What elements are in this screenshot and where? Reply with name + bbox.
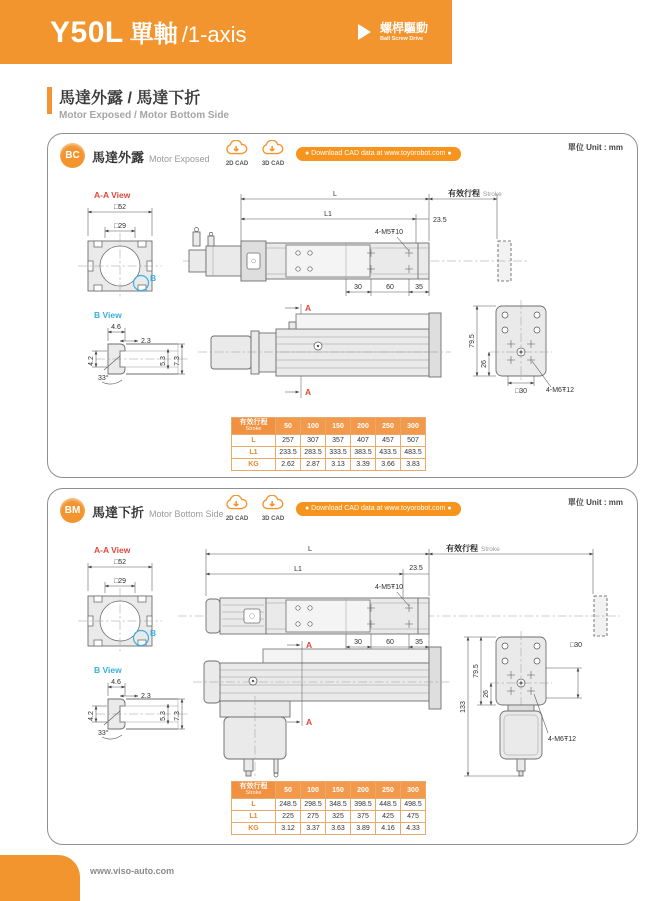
spec-value: 4.16 <box>376 823 401 835</box>
spec-value: 398.5 <box>351 799 376 811</box>
dim-sq52: □52 <box>113 204 127 211</box>
dim-sq29: □29 <box>113 578 127 585</box>
dim-7-3: 7.3 <box>174 711 181 721</box>
dim-2-3: 2.3 <box>141 693 151 700</box>
spec-row-L1 <box>232 811 426 823</box>
cad-2d-label: 2D CAD <box>225 161 249 167</box>
spec-row-L <box>232 799 426 811</box>
row-label: L <box>232 435 276 447</box>
stroke-col-header: 50 <box>276 782 301 799</box>
dim-4-2: 4.2 <box>88 711 95 721</box>
aa-view-label: A-A View <box>94 545 131 555</box>
stroke-dim-label: 有效行程 Stroke <box>448 189 502 198</box>
b-view-label: B View <box>94 665 122 675</box>
dim-60: 60 <box>386 639 394 646</box>
bm-spec-table <box>231 781 426 835</box>
spec-value: 3.89 <box>351 823 376 835</box>
spec-value: 275 <box>301 811 326 823</box>
spec-value: 383.5 <box>351 447 376 459</box>
stroke-col-header: 150 <box>326 782 351 799</box>
dim-133: 133 <box>460 701 467 713</box>
stroke-col-header: 200 <box>351 418 376 435</box>
cad-2d-download[interactable] <box>220 495 254 522</box>
dim-4-2: 4.2 <box>88 356 95 366</box>
section-title: 馬達外露 / 馬達下折 <box>59 90 201 107</box>
spec-row-KG <box>232 823 426 835</box>
dim-35: 35 <box>415 639 423 646</box>
drive-type-en: Ball Screw Drive <box>379 35 424 42</box>
dim-30: 30 <box>354 284 362 291</box>
bm-drawing <box>48 541 639 781</box>
detail-b-label: B <box>150 273 157 283</box>
cad-3d-label: 3D CAD <box>261 516 285 522</box>
stroke-header: 有效行程 Stroke <box>232 418 276 435</box>
spec-value: 333.5 <box>326 447 351 459</box>
model-name: Y50L <box>50 16 124 49</box>
dim-L: L <box>333 191 337 198</box>
spec-value: 425 <box>376 811 401 823</box>
cad-2d-download[interactable] <box>220 140 254 167</box>
dim-L1: L1 <box>294 566 302 573</box>
play-triangle-icon <box>358 24 371 40</box>
b-view-label: B View <box>94 310 122 320</box>
row-label: KG <box>232 459 276 471</box>
thread-callout-m5: 4-M5Ŧ10 <box>374 584 404 591</box>
stroke-col-header: 300 <box>401 782 426 799</box>
spec-value: 483.5 <box>401 447 426 459</box>
spec-value: 3.63 <box>326 823 351 835</box>
cloud-download-icon <box>258 140 288 157</box>
title-en: /1-axis <box>181 22 247 47</box>
thread-callout-m6: 4-M6Ŧ12 <box>548 736 577 743</box>
panel-motor-bottom-side <box>47 488 638 845</box>
dim-60: 60 <box>386 284 394 291</box>
cloud-download-icon <box>222 140 252 157</box>
cad-3d-label: 3D CAD <box>261 161 285 167</box>
spec-value: 248.5 <box>276 799 301 811</box>
section-subtitle: Motor Exposed / Motor Bottom Side <box>59 110 229 121</box>
accent-bar <box>47 87 52 114</box>
section-a-top: A <box>306 640 313 650</box>
spec-value: 283.5 <box>301 447 326 459</box>
dim-26: 26 <box>481 360 488 368</box>
spec-value: 433.5 <box>376 447 401 459</box>
thread-callout-m6: 4-M6Ŧ12 <box>546 387 575 394</box>
spec-row-L1 <box>232 447 426 459</box>
dim-sq29: □29 <box>113 223 127 230</box>
unit-label: 單位 Unit : mm <box>567 498 623 507</box>
detail-b-label: B <box>150 628 157 638</box>
spec-value: 475 <box>401 811 426 823</box>
dim-23-5: 23.5 <box>433 217 447 224</box>
spec-value: 348.5 <box>326 799 351 811</box>
spec-value: 233.5 <box>276 447 301 459</box>
spec-value: 2.87 <box>301 459 326 471</box>
panel-title-cn: 馬達下折 <box>92 505 145 520</box>
spec-value: 3.37 <box>301 823 326 835</box>
dim-26: 26 <box>483 690 490 698</box>
title-cn: 單軸 <box>129 21 178 48</box>
bc-badge: BC <box>60 143 85 168</box>
dim-30: 30 <box>354 639 362 646</box>
page-header <box>0 0 452 64</box>
dim-sq30: □30 <box>514 388 528 395</box>
dim-4-6: 4.6 <box>111 679 121 686</box>
spec-value: 325 <box>326 811 351 823</box>
stroke-col-header: 250 <box>376 418 401 435</box>
panel-title-en: Motor Exposed <box>149 154 210 164</box>
spec-value: 3.13 <box>326 459 351 471</box>
spec-value: 407 <box>351 435 376 447</box>
row-label: L1 <box>232 447 276 459</box>
cloud-download-icon <box>258 495 288 512</box>
aa-view-label: A-A View <box>94 190 131 200</box>
spec-value: 3.39 <box>351 459 376 471</box>
dim-sq30: □30 <box>570 642 583 649</box>
stroke-col-header: 100 <box>301 418 326 435</box>
spec-value: 307 <box>301 435 326 447</box>
stroke-col-header: 50 <box>276 418 301 435</box>
footer-website-link[interactable]: www.viso-auto.com <box>90 866 175 876</box>
dim-5-3: 5.3 <box>160 711 167 721</box>
dim-33deg: 33° <box>98 375 109 382</box>
row-label: L <box>232 799 276 811</box>
stroke-col-header: 200 <box>351 782 376 799</box>
download-cad-button[interactable]: ● Download CAD data at www.toyorobot.com ● <box>296 147 461 161</box>
section-heading <box>47 85 229 121</box>
dim-79-5: 79.5 <box>473 664 480 678</box>
spec-value: 2.62 <box>276 459 301 471</box>
page-title <box>50 14 247 50</box>
cloud-download-icon <box>222 495 252 512</box>
bc-spec-table <box>231 417 426 471</box>
dim-33deg: 33° <box>98 730 109 737</box>
stroke-col-header: 250 <box>376 782 401 799</box>
download-cad-button[interactable]: ● Download CAD data at www.toyorobot.com ● <box>296 502 461 516</box>
bc-drawing <box>48 186 639 414</box>
cad-2d-label: 2D CAD <box>225 516 249 522</box>
section-a-top: A <box>305 303 312 313</box>
dim-5-3: 5.3 <box>160 356 167 366</box>
spec-value: 257 <box>276 435 301 447</box>
spec-value: 457 <box>376 435 401 447</box>
drive-type-badge <box>358 22 428 41</box>
unit-label: 單位 Unit : mm <box>567 143 623 152</box>
spec-row-L <box>232 435 426 447</box>
stroke-col-header: 300 <box>401 418 426 435</box>
spec-value: 507 <box>401 435 426 447</box>
dim-L1: L1 <box>324 211 332 218</box>
dim-4-6: 4.6 <box>111 324 121 331</box>
section-a-bottom: A <box>305 387 312 397</box>
spec-value: 448.5 <box>376 799 401 811</box>
dim-2-3: 2.3 <box>141 338 151 345</box>
spec-value: 357 <box>326 435 351 447</box>
dim-79-5: 79.5 <box>469 334 476 348</box>
spec-value: 375 <box>351 811 376 823</box>
spec-value: 298.5 <box>301 799 326 811</box>
spec-value: 3.83 <box>401 459 426 471</box>
dim-7-3: 7.3 <box>174 356 181 366</box>
drive-type-cn: 螺桿驅動 <box>379 21 428 36</box>
dim-sq52: □52 <box>113 559 127 566</box>
spec-value: 225 <box>276 811 301 823</box>
spec-value: 4.33 <box>401 823 426 835</box>
dim-35: 35 <box>415 284 423 291</box>
spec-value: 3.66 <box>376 459 401 471</box>
section-a-bottom: A <box>306 717 313 727</box>
bm-badge: BM <box>60 498 85 523</box>
stroke-dim-label: 有效行程 Stroke <box>446 544 500 553</box>
dim-L: L <box>308 546 312 553</box>
thread-callout-m5: 4-M5Ŧ10 <box>374 229 404 236</box>
panel-motor-exposed <box>47 133 638 478</box>
panel-title-cn: 馬達外露 <box>92 150 145 165</box>
cad-3d-download[interactable] <box>256 140 290 167</box>
footer-accent-block <box>0 855 80 901</box>
spec-row-KG <box>232 459 426 471</box>
spec-value: 3.12 <box>276 823 301 835</box>
cad-3d-download[interactable] <box>256 495 290 522</box>
dim-23-5: 23.5 <box>409 565 423 572</box>
row-label: KG <box>232 823 276 835</box>
stroke-header: 有效行程 Stroke <box>232 782 276 799</box>
stroke-col-header: 150 <box>326 418 351 435</box>
spec-value: 498.5 <box>401 799 426 811</box>
stroke-col-header: 100 <box>301 782 326 799</box>
panel-title-en: Motor Bottom Side <box>149 509 224 519</box>
row-label: L1 <box>232 811 276 823</box>
